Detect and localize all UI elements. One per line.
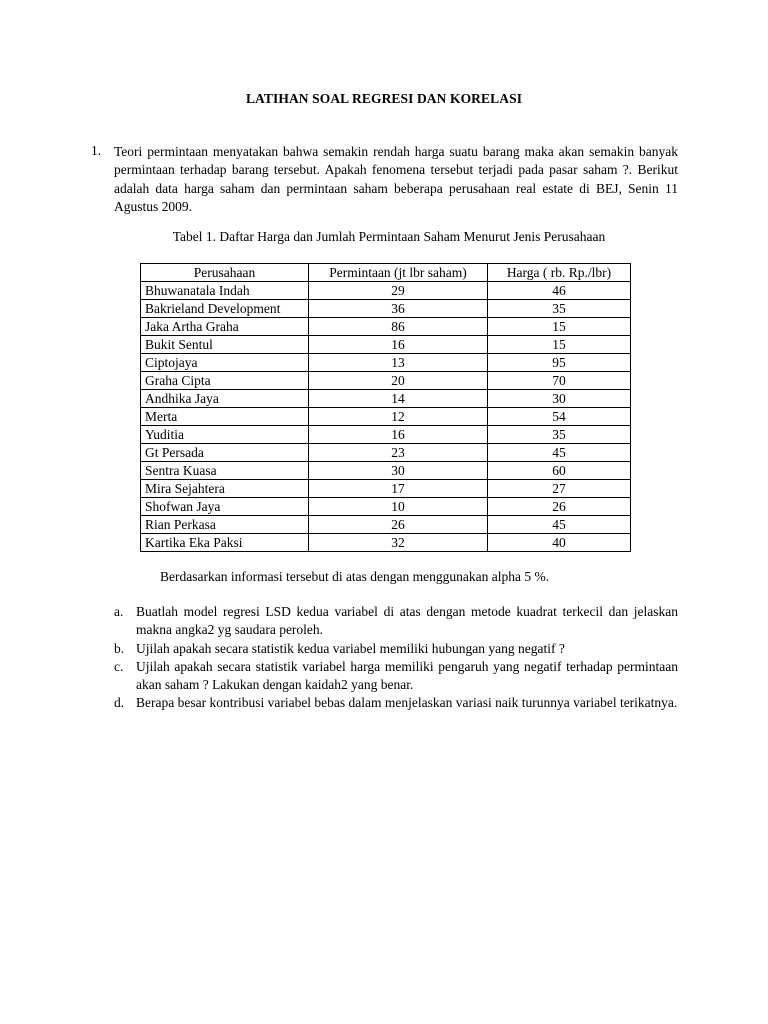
table-row	[141, 516, 631, 534]
cell-company: Bhuwanatala Indah	[141, 282, 309, 300]
cell-company: Bukit Sentul	[141, 336, 309, 354]
cell-company: Sentra Kuasa	[141, 462, 309, 480]
header-company: Perusahaan	[141, 264, 309, 282]
table-row	[141, 372, 631, 390]
cell-demand: 12	[309, 408, 488, 426]
cell-demand: 32	[309, 534, 488, 552]
cell-company: Kartika Eka Paksi	[141, 534, 309, 552]
cell-demand: 26	[309, 516, 488, 534]
cell-company: Ciptojaya	[141, 354, 309, 372]
table-row	[141, 534, 631, 552]
table-header-row	[141, 264, 631, 282]
cell-demand: 20	[309, 372, 488, 390]
table-row	[141, 318, 631, 336]
table-row	[141, 498, 631, 516]
cell-demand: 13	[309, 354, 488, 372]
sub-question-list	[114, 603, 678, 713]
item-text: Buatlah model regresi LSD kedua variabel di atas dengan metode kuadrat terkecil dan jelaskan makna angka2 yg saudara peroleh.	[136, 604, 678, 638]
cell-price: 45	[488, 444, 631, 462]
cell-company: Merta	[141, 408, 309, 426]
list-item	[114, 694, 678, 712]
cell-company: Mira Sejahtera	[141, 480, 309, 498]
cell-company: Yuditia	[141, 426, 309, 444]
cell-price: 54	[488, 408, 631, 426]
cell-company: Gt Persada	[141, 444, 309, 462]
cell-price: 70	[488, 372, 631, 390]
table-row	[141, 354, 631, 372]
list-item	[114, 603, 678, 640]
table-row	[141, 282, 631, 300]
table-row	[141, 300, 631, 318]
cell-company: Jaka Artha Graha	[141, 318, 309, 336]
page-title: LATIHAN SOAL REGRESI DAN KORELASI	[245, 91, 523, 106]
header-demand: Permintaan (jt lbr saham)	[309, 264, 488, 282]
item-text: Ujilah apakah secara statistik variabel harga memiliki pengaruh yang negatif terhadap permintaan akan saham ? Lakukan dengan kaidah2 yang benar.	[136, 658, 678, 693]
question-text: Teori permintaan menyatakan bahwa semakin rendah harga suatu barang maka akan semakin banyak permintaan terhadap barang tersebut. Apakah fenomena tersebut terjadi pada pasar saham ?. Berikut adalah data harga saham dan permintaan saham beberapa perusahaan real estate di BEJ, Senin 11 Agustus 2009.	[114, 144, 678, 214]
cell-company: Bakrieland Development	[141, 300, 309, 318]
item-letter: a.	[114, 604, 124, 619]
cell-price: 15	[488, 318, 631, 336]
table-row	[141, 408, 631, 426]
list-item	[114, 640, 678, 658]
item-text: Ujilah apakah secara statistik kedua variabel memiliki hubungan yang negatif ?	[136, 640, 565, 656]
cell-company: Rian Perkasa	[141, 516, 309, 534]
table-caption: Tabel 1. Daftar Harga dan Jumlah Permintaan Saham Menurut Jenis Perusahaan	[172, 229, 606, 244]
data-table	[140, 263, 631, 552]
cell-demand: 16	[309, 426, 488, 444]
cell-price: 60	[488, 462, 631, 480]
header-price: Harga ( rb. Rp./lbr)	[488, 264, 631, 282]
list-item	[114, 658, 678, 695]
cell-demand: 36	[309, 300, 488, 318]
cell-demand: 17	[309, 480, 488, 498]
table-row	[141, 444, 631, 462]
table-row	[141, 462, 631, 480]
cell-company: Shofwan Jaya	[141, 498, 309, 516]
cell-demand: 30	[309, 462, 488, 480]
cell-price: 45	[488, 516, 631, 534]
cell-price: 35	[488, 426, 631, 444]
cell-price: 46	[488, 282, 631, 300]
item-letter: b.	[114, 640, 125, 656]
cell-price: 30	[488, 390, 631, 408]
cell-demand: 14	[309, 390, 488, 408]
cell-price: 95	[488, 354, 631, 372]
cell-price: 15	[488, 336, 631, 354]
item-text: Berapa besar kontribusi variabel bebas dalam menjelaskan variasi naik turunnya variabel terikatnya.	[136, 695, 678, 711]
cell-price: 40	[488, 534, 631, 552]
cell-price: 26	[488, 498, 631, 516]
question-number: 1.	[91, 143, 102, 158]
table-row	[141, 336, 631, 354]
cell-demand: 10	[309, 498, 488, 516]
item-letter: c.	[114, 658, 124, 674]
alpha-note: Berdasarkan informasi tersebut di atas dengan menggunakan alpha 5 %.	[160, 569, 550, 584]
table-row	[141, 426, 631, 444]
cell-demand: 23	[309, 444, 488, 462]
cell-demand: 86	[309, 318, 488, 336]
cell-demand: 16	[309, 336, 488, 354]
cell-company: Andhika Jaya	[141, 390, 309, 408]
cell-price: 27	[488, 480, 631, 498]
cell-demand: 29	[309, 282, 488, 300]
cell-price: 35	[488, 300, 631, 318]
item-letter: d.	[114, 695, 125, 711]
cell-company: Graha Cipta	[141, 372, 309, 390]
table-row	[141, 480, 631, 498]
table-row	[141, 390, 631, 408]
